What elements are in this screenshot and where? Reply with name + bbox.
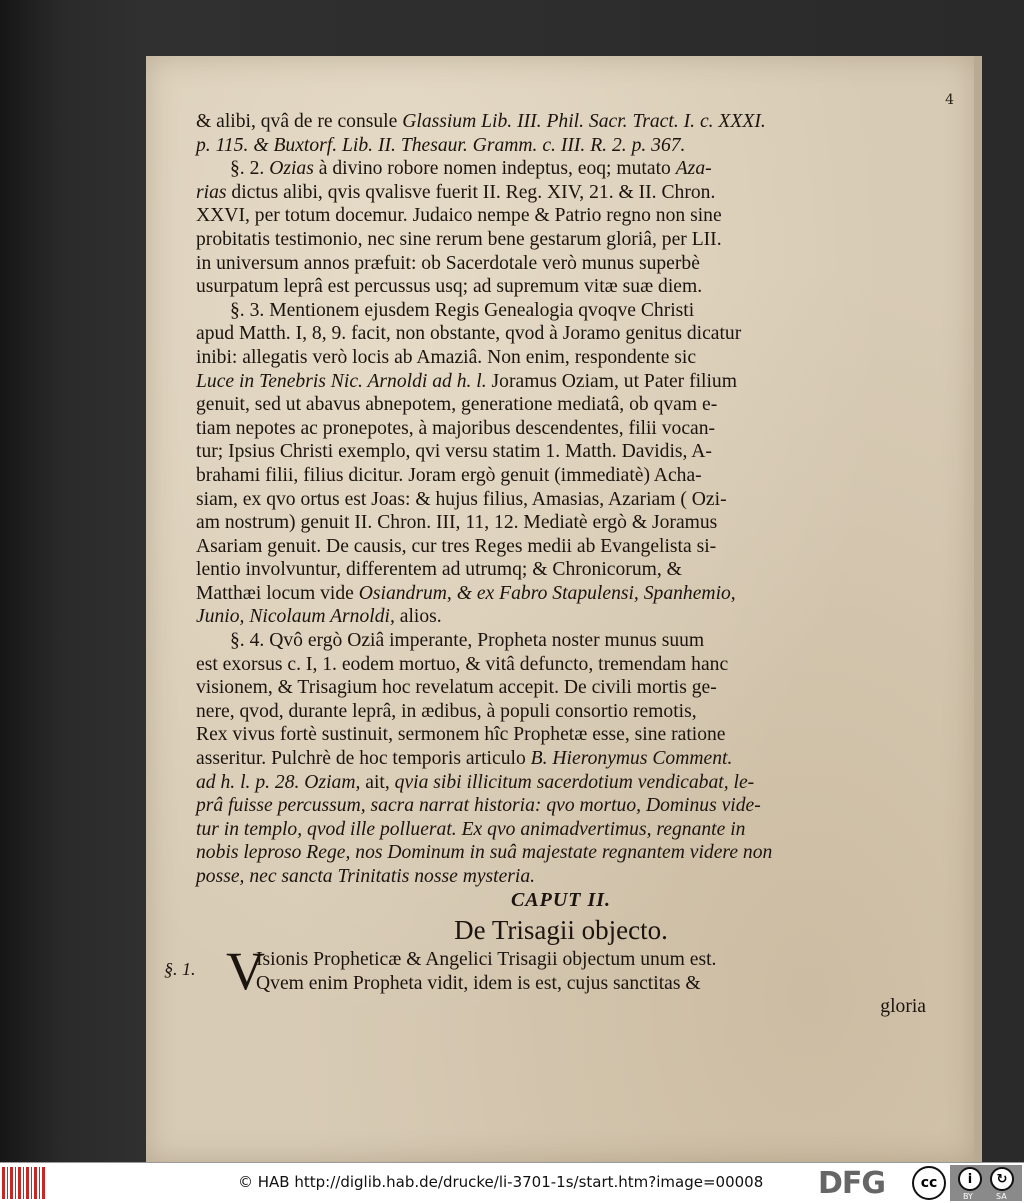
attribution-icon: i (958, 1167, 982, 1191)
text-segment: Rex vivus fortè sustinuit, sermonem hîc Prophetæ esse, sine ratione (196, 724, 726, 746)
text-segment: am nostrum) genuit II. Chron. III, 11, 12. Mediatè ergò & Joramus (196, 512, 718, 534)
text-segment: Joramus Oziam, ut Pater filium (486, 370, 737, 392)
text-segment: §. 4. Qvô ergò Oziâ imperante, Propheta noster munus suum (230, 630, 705, 652)
text-line (196, 157, 926, 181)
text-line (196, 629, 926, 653)
text-line (196, 252, 926, 276)
text-line (196, 346, 926, 370)
text-segment: à divino robore nomen indeptus, eoq; mutato (313, 158, 676, 180)
text-line (196, 794, 926, 818)
text-segment: Junio, Nicolaum Arnoldi, (196, 606, 395, 628)
page-edge (974, 56, 982, 1162)
text-segment: usurpatum leprâ est percussus usq; ad supremum vitæ suæ diem. (196, 276, 703, 298)
text-line (196, 440, 926, 464)
text-segment: apud Matth. I, 8, 9. facit, non obstante, qvod à Joramo genitus dicatur (196, 323, 742, 345)
text-line (196, 653, 926, 677)
license-sa-label: SA (996, 1192, 1007, 1201)
text-segment: tur in templo, qvod ille polluerat. Ex qvo animadvertimus, regnante in (196, 818, 746, 840)
page-text (164, 110, 926, 1019)
text-segment: qvia sibi illicitum sacerdotium vendicabat, le- (394, 771, 755, 793)
page-number: 4 (945, 92, 954, 108)
text-segment: Glassium Lib. III. Phil. Sacr. Tract. I. c. XXXI. (402, 111, 766, 132)
text-line (196, 747, 926, 771)
text-segment: rias (196, 181, 227, 203)
text-segment: siam, ex qvo ortus est Joas: & hujus filius, Amasias, Azariam ( Ozi- (196, 488, 727, 510)
barcode-icon (2, 1167, 46, 1199)
text-line (196, 488, 926, 512)
text-line (196, 535, 926, 559)
text-segment: brahami filii, filius dicitur. Joram ergò genuit (immediatè) Acha- (196, 464, 702, 486)
text-line (196, 605, 926, 629)
text-segment: Asariam genuit. De causis, cur tres Reges medii ab Evangelista si- (196, 535, 717, 557)
creative-commons-icon[interactable]: cc (912, 1166, 946, 1200)
text-segment: & alibi, qvâ de re consule (196, 111, 403, 132)
text-segment: XXVI, per totum docemur. Judaico nempe & Patrio regno non sine (196, 205, 722, 227)
text-segment: §. 3. Mentionem ejusdem Regis Genealogia qvoqve Christi (230, 299, 695, 321)
text-segment: dictus alibi, qvis qvalisve fuerit II. Reg. XIV, 21. & II. Chron. (226, 181, 716, 203)
text-line (196, 275, 926, 299)
text-line (196, 464, 926, 488)
text-line (196, 417, 926, 441)
section-marker: §. 1. (164, 959, 196, 980)
text-line (196, 370, 926, 394)
text-line (196, 582, 926, 606)
text-line (196, 558, 926, 582)
text-segment: est exorsus c. I, 1. eodem mortuo, & vitâ defuncto, tremendam hanc (196, 653, 729, 675)
text-segment: genuit, sed ut abavus abnepotem, generatione mediatâ, ob qvam e- (196, 394, 718, 416)
chapter-label: CAPUT II. (510, 888, 612, 911)
text-line (196, 204, 926, 228)
dfg-logo: DFG (818, 1166, 886, 1201)
text-line: Isionis Propheticæ & Angelici Trisagii objectum unum est. (256, 949, 717, 971)
text-segment: nere, qvod, durante leprâ, in ædibus, à populi consortio remotis, (196, 700, 697, 722)
catchword: gloria (880, 996, 926, 1018)
text-segment: lentio involvuntur, differentem ad utrumq; & Chronicorum, & (196, 559, 682, 581)
text-segment: nobis leproso Rege, nos Dominum in suâ majestate regnantem videre non (196, 842, 773, 864)
share-alike-icon: ↻ (990, 1167, 1014, 1191)
text-line (196, 723, 926, 747)
text-segment: asseritur. Pulchrè de hoc temporis articulo (196, 748, 531, 770)
text-segment: Luce in Tenebris Nic. Arnoldi ad h. l. (196, 370, 487, 392)
text-segment: alios. (394, 606, 442, 628)
text-segment: tur; Ipsius Christi exemplo, qvi versu statim 1. Matth. Davidis, A- (196, 441, 712, 463)
text-segment: prâ fuisse percussum, sacra narrat historia: qvo mortuo, Dominus vide- (196, 795, 761, 817)
text-segment: §. 2. (230, 158, 270, 180)
chapter-title: De Trisagii objecto. (454, 915, 668, 946)
text-segment: Ozias (269, 158, 314, 180)
footer-bar (0, 1162, 1024, 1203)
text-line (196, 322, 926, 346)
text-segment: visionem, & Trisagium hoc revelatum accepit. De civili mortis ge- (196, 677, 717, 699)
text-line (196, 841, 926, 865)
text-segment: Matthæi locum vide (196, 582, 359, 604)
citation-link[interactable]: © HAB http://diglib.hab.de/drucke/li-3701-1s/start.htm?image=00008 (238, 1173, 764, 1191)
text-line: Qvem enim Propheta vidit, idem is est, cujus sanctitas & (256, 972, 701, 994)
text-segment: B. Hieronymus Comment. (530, 748, 733, 770)
text-segment: tiam nepotes ac pronepotes, à majoribus descendentes, filii vocan- (196, 417, 716, 439)
text-segment: Osiandrum, & ex Fabro Stapulensi, Spanhemio, (358, 582, 736, 604)
text-segment: p. 115. & Buxtorf. Lib. II. Thesaur. Gramm. c. III. R. 2. p. 367. (196, 134, 686, 156)
license-by-label: BY (963, 1192, 973, 1201)
text-segment: posse, nec sancta Trinitatis nosse mysteria. (196, 866, 536, 887)
text-line (196, 228, 926, 252)
drop-cap: V (226, 941, 265, 1002)
text-line (196, 771, 926, 795)
text-line (196, 818, 926, 842)
text-segment: inibi: allegatis verò locis ab Amaziâ. Non enim, respondente sic (196, 346, 697, 368)
text-line (196, 676, 926, 700)
text-line (196, 299, 926, 323)
chapter-paragraph (164, 941, 926, 1002)
text-segment: Aza- (675, 158, 712, 180)
text-segment: probitatis testimonio, nec sine rerum bene gestarum gloriâ, per LII. (196, 228, 722, 250)
text-line (196, 511, 926, 535)
text-segment: in universum annos præfuit: ob Sacerdotale verò munus superbè (196, 252, 700, 274)
text-line (196, 700, 926, 724)
text-segment: ait, (360, 771, 395, 793)
text-line (196, 134, 926, 158)
text-line (196, 865, 926, 889)
text-line (196, 393, 926, 417)
text-segment: ad h. l. p. 28. Oziam, (196, 771, 361, 793)
text-line (196, 110, 926, 134)
text-line (196, 181, 926, 205)
